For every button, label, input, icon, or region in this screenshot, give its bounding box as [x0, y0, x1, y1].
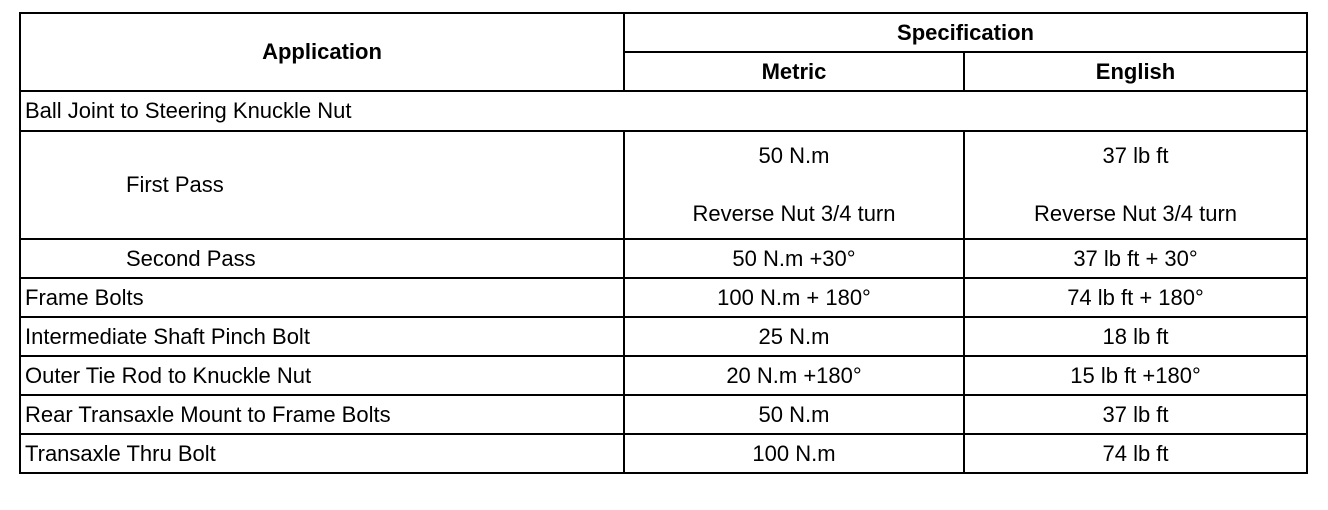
group-label: Ball Joint to Steering Knuckle Nut: [20, 91, 1307, 131]
first-pass-metric-bottom: Reverse Nut 3/4 turn: [692, 201, 896, 226]
table-row-second-pass: [20, 239, 1307, 278]
row-english: 37 lb ft: [964, 395, 1307, 434]
header-english: English: [964, 52, 1307, 91]
second-pass-english: 37 lb ft + 30°: [964, 239, 1307, 278]
first-pass-label: First Pass: [20, 131, 624, 239]
row-metric: 50 N.m: [624, 395, 964, 434]
row-application: Transaxle Thru Bolt: [20, 434, 624, 473]
row-metric: 100 N.m: [624, 434, 964, 473]
table-row: [20, 434, 1307, 473]
first-pass-metric-top: 50 N.m: [758, 143, 830, 168]
torque-spec-table: [19, 12, 1308, 474]
first-pass-english-bottom: Reverse Nut 3/4 turn: [1034, 201, 1237, 226]
table-row: [20, 317, 1307, 356]
table-row-first-pass: [20, 131, 1307, 239]
row-metric: 25 N.m: [624, 317, 964, 356]
row-application: Intermediate Shaft Pinch Bolt: [20, 317, 624, 356]
row-application: Rear Transaxle Mount to Frame Bolts: [20, 395, 624, 434]
header-specification: Specification: [624, 13, 1307, 52]
row-metric: 20 N.m +180°: [624, 356, 964, 395]
second-pass-label: Second Pass: [20, 239, 624, 278]
row-application: Frame Bolts: [20, 278, 624, 317]
table-row: [20, 395, 1307, 434]
header-application: Application: [20, 13, 624, 91]
row-english: 74 lb ft + 180°: [964, 278, 1307, 317]
row-application: Outer Tie Rod to Knuckle Nut: [20, 356, 624, 395]
table-row: [20, 278, 1307, 317]
row-english: 15 lb ft +180°: [964, 356, 1307, 395]
row-english: 18 lb ft: [964, 317, 1307, 356]
table-row: [20, 356, 1307, 395]
first-pass-english-top: 37 lb ft: [1102, 143, 1169, 168]
second-pass-metric: 50 N.m +30°: [624, 239, 964, 278]
header-metric: Metric: [624, 52, 964, 91]
row-metric: 100 N.m + 180°: [624, 278, 964, 317]
group-row: [20, 91, 1307, 131]
row-english: 74 lb ft: [964, 434, 1307, 473]
first-pass-english-cell: [964, 131, 1307, 239]
header-row-top: [20, 13, 1307, 52]
first-pass-metric-cell: [624, 131, 964, 239]
